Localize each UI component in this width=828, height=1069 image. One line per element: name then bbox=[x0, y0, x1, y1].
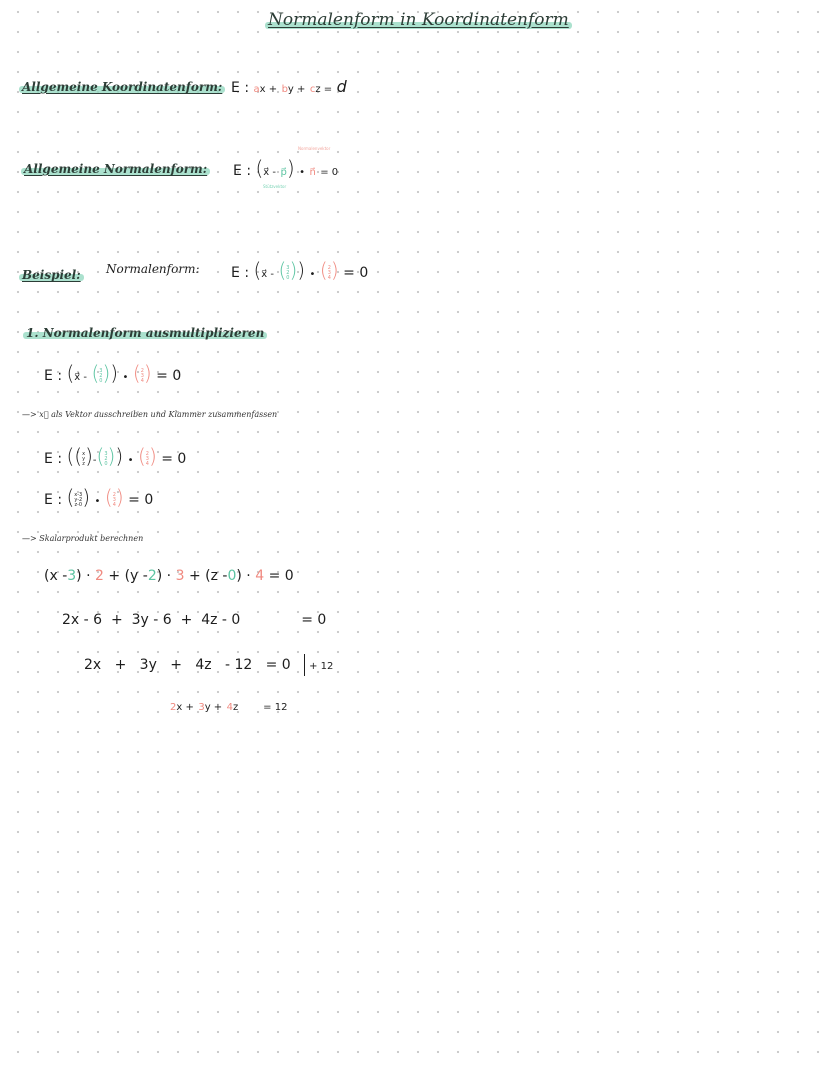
const-d: d bbox=[336, 77, 347, 96]
calc-row-3: 2x + 3y + 4z - 12 = 0 + 12 bbox=[84, 654, 333, 676]
normal-form-label: Allgemeine Normalenform: bbox=[24, 162, 208, 176]
page-title: Normalenform in Koordinatenform bbox=[268, 10, 569, 30]
coord-form-formula: E : ax + by + cz = d bbox=[231, 77, 347, 96]
example-label: Beispiel: bbox=[22, 268, 81, 282]
calc-row-4-result: 2x + 3y + 4z = 12 bbox=[170, 702, 288, 713]
note-support-vector: Stützvektor bbox=[263, 184, 287, 189]
note-normal-vector: Normalenvektor bbox=[298, 146, 331, 151]
calc-row-2: 2x - 6 + 3y - 6 + 4z - 0 = 0 bbox=[62, 612, 327, 628]
coord-form-label: Allgemeine Koordinatenform: bbox=[22, 80, 223, 94]
example-formula: E : (x⃗ - ( 3 2 0 )) • ( 2 3 4 ) = 0 bbox=[231, 258, 369, 282]
note-write-vector: —> x⃗ als Vektor ausschreiben und Klammer zusammenfassen bbox=[22, 410, 278, 419]
coef-a: a bbox=[253, 84, 260, 95]
support-vector: p⃗ bbox=[280, 167, 287, 178]
coef-c: c bbox=[309, 84, 316, 95]
example-n-vector: 2 3 4 bbox=[327, 264, 331, 281]
plane-symbol: E bbox=[231, 80, 240, 96]
equation-operation-bar bbox=[304, 654, 305, 676]
coef-b: b bbox=[281, 84, 288, 95]
calc-row-1: (x -3) · 2 + (y -2) · 3 + (z -0) · 4 = 0 bbox=[44, 568, 294, 584]
example-form-label: Normalenform: bbox=[106, 262, 200, 276]
step1-line3: E : ( x-3 y-2 z-0 ) • ( 2 3 4 ) = 0 bbox=[44, 485, 154, 509]
note-dot-product: —> Skalarprodukt berechnen bbox=[22, 534, 144, 543]
step1-heading: 1. Normalenform ausmultiplizieren bbox=[26, 326, 265, 340]
example-p-vector: 3 2 0 bbox=[286, 264, 290, 281]
step1-line1: E : (x⃗ - ( 3 2 0 )) • ( 2 3 4 ) = 0 bbox=[44, 361, 182, 385]
normal-form-formula: E : (x⃗ - p⃗) • n⃗ = 0 bbox=[233, 156, 339, 180]
step1-line2: E : (( x y z )-( 3 2 0 )) • ( 2 3 4 ) = 0 bbox=[44, 444, 187, 468]
normal-vector: n⃗ bbox=[309, 167, 316, 178]
